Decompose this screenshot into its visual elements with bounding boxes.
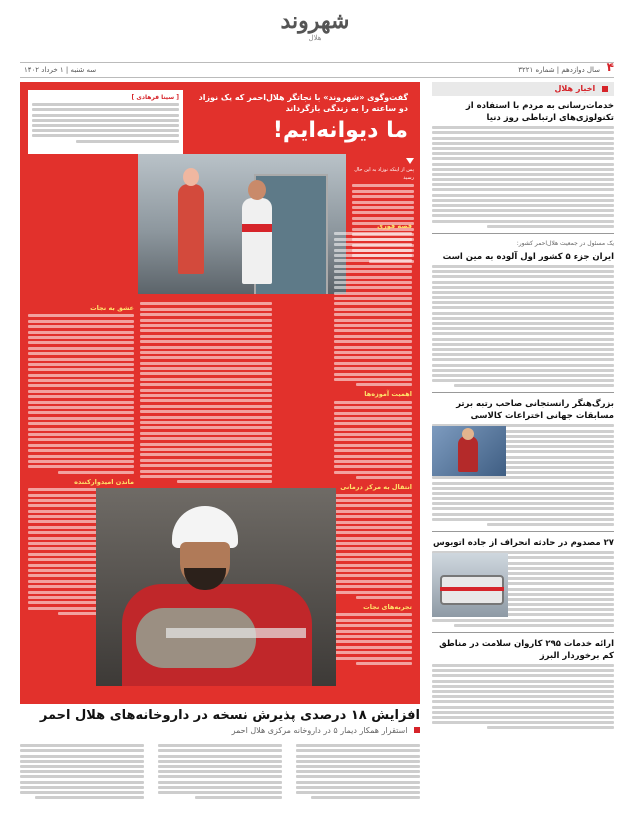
feature-headline: ما دیوانه‌ایم! [272, 118, 408, 143]
news-item-title: ایران جزء ۵ کشور اول آلوده به مین است [442, 251, 614, 262]
main-story-body [20, 742, 420, 812]
news-item-title: خدمات‌رسانی به مردم با استفاده از تکنولوژی‌های ارتباطی روز دنیا [465, 101, 614, 123]
news-item-body [432, 265, 614, 387]
caption-marker-icon [406, 158, 414, 164]
main-story-subtitle [20, 726, 420, 735]
author-tag: [ سینا فرهادی ] [131, 94, 179, 101]
news-item-title: ۲۷ مصدوم در حادثه انحراف از جاده اتوبوس [433, 538, 614, 548]
feature-subhead: قصه فوری [377, 222, 412, 230]
news-photo [432, 553, 508, 617]
logo-text: شهروند [280, 8, 350, 34]
subtitle-bullet-icon [414, 727, 420, 733]
page-number: ۴ [606, 60, 614, 74]
feature-column-right [334, 218, 412, 667]
news-item-body [432, 126, 614, 228]
feature-subhead: تجربه‌های نجات [363, 603, 412, 611]
feature-subhead: انتقال به مرکز درمانی [340, 483, 412, 492]
feature-kicker: گفت‌وگوی «شهروند» با نجاتگر هلال‌احمر که یک نوزاد دو ساعته را به زندگی بازگرداند [198, 93, 408, 113]
news-item-title: بزرگ‌هنگر رانستجانی صاحب رتبه برتر مسابقات جهانی اختراعات کالاسی [456, 399, 614, 422]
feature-subhead: ماندن امیدوارکننده [74, 477, 134, 486]
feature-subhead: عشق به نجات [90, 304, 134, 312]
feature-photo-rescuers [138, 154, 346, 294]
feature-column-middle [140, 300, 272, 486]
logo-tag: هلال [308, 34, 322, 42]
news-item-kicker: یک مسئول در جمعیت هلال‌احمر کشور: [516, 239, 614, 247]
photo-caption-text: پس از اینکه نوزاد به این حال رسید [354, 167, 414, 181]
section-header [432, 82, 614, 96]
news-item-title: ارائه خدمات ۲۹۵ کاروان سلامت در مناطق کم برخوردار البرز [439, 638, 614, 661]
main-story-title: افزایش ۱۸ درصدی پذیرش نسخه در داروخانه‌های هلال احمر [39, 708, 420, 723]
newspaper-logo [270, 8, 360, 42]
feature-subhead: اهمیت آموزه‌ها [364, 390, 412, 399]
feature-intro-box [28, 90, 183, 154]
section-title: اخبار هلال [554, 84, 596, 93]
main-story-subtitle-text: استقرار همکار دیمار ۵ در داروخانه مرکزی هلال احمر [231, 726, 408, 735]
issue-number: سال دوازدهم | شماره ۳۲۲۱ [518, 66, 600, 74]
masthead [0, 4, 630, 62]
issue-date: سه شنبه | ۱ خرداد ۱۴۰۲ [24, 66, 97, 74]
feature-photo-rescuer-child [96, 488, 336, 686]
news-column [432, 82, 614, 808]
topline [20, 62, 614, 78]
feature-block [20, 82, 420, 704]
news-item-body [432, 664, 614, 729]
news-photo [432, 426, 506, 476]
section-bullet-icon [602, 86, 608, 92]
